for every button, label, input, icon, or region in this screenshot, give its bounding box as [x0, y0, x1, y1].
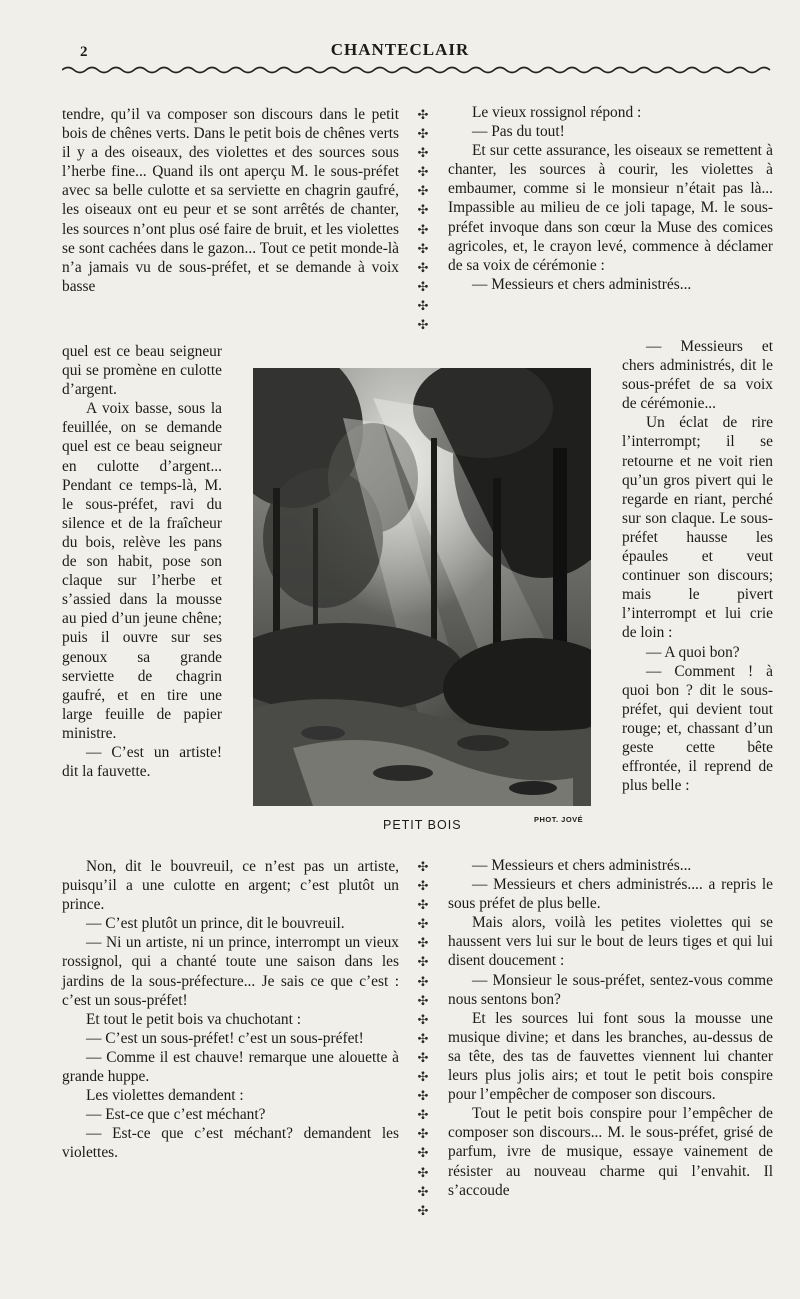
paragraph: Les violettes demandent :: [86, 1087, 244, 1105]
ornament-glyph: ✣: [417, 1202, 429, 1218]
paragraph: — Monsieur le sous-préfet, sentez-vous comme nous sentons bon?: [448, 971, 773, 1008]
left-column-top: [62, 105, 399, 296]
running-head-title: CHANTECLAIR: [330, 40, 470, 59]
ornament-glyph: ✣: [417, 240, 429, 256]
paragraph: — Pas du tout!: [472, 123, 565, 141]
right-column-wrap: [622, 337, 773, 795]
ornament-glyph: ✣: [417, 1088, 429, 1104]
paragraph: Mais alors, voilà les petites violettes qui se haussent vers lui sur le bout de leurs tiges et qui lui disent doucement :: [448, 914, 773, 970]
ornament-glyph: ✣: [417, 221, 429, 237]
ornament-glyph: ✣: [417, 992, 429, 1008]
wavy-rule: [62, 62, 774, 76]
paragraph: — C’est un sous-préfet! c’est un sous-préfet!: [86, 1029, 364, 1047]
ornament-glyph: ✣: [417, 202, 429, 218]
paragraph: Tout le petit bois conspire pour l’empêcher de composer son discours... M. le sous-préfet, grisé de parfum, ivre de musique, essaye vainement de résister au nouveau charme qui l’envahit. Il s’accoude: [448, 1105, 773, 1199]
page-number: 2: [80, 44, 88, 60]
left-column-wrap: [62, 342, 222, 781]
paragraph: quel est ce beau seigneur qui se promène en culotte d’argent.: [62, 343, 222, 399]
ornament-glyph: ✣: [417, 1107, 429, 1123]
ornament-glyph: ✣: [417, 1126, 429, 1142]
ornament-glyph: ✣: [417, 973, 429, 989]
column-divider-ornaments: [412, 105, 434, 334]
ornament-glyph: ✣: [417, 1069, 429, 1085]
paragraph: — A quoi bon?: [646, 643, 740, 661]
ornament-glyph: ✣: [417, 317, 429, 333]
paragraph: A voix basse, sous la feuillée, on se demande quel est ce beau seigneur en culotte d’argent... Pendant ce temps-là, M. le sous-préfet, ravi du silence et de la fraîcheur du bois, relève les pans de son habit, pose son claque sur l’herbe et s’assied dans la mousse au pied d’un jeune chêne; puis il ouvre sur ses genoux sa grande serviette de chagrin gaufré, et en tire une large feuille de papier ministre.: [62, 400, 222, 742]
forest-photograph: [253, 368, 591, 806]
paragraph: tendre, qu’il va composer son discours dans le petit bois de chênes verts. Dans le petit bois de chênes verts il y a des oiseaux, des violettes et des sources sous l’herbe fine... Quand ils ont aperçu M. le sous-préfet avec sa belle culotte et sa serviette en chagrin gaufré, les oiseaux ont eu peur et se sont arrêtés de chanter, les sources n’ont plus osé faire de bruit, et les violettes se sont cachées dans le gazon... Tout ce petit monde-là n’a jamais vu de sous-préfet, et se demande à voix basse: [62, 106, 399, 295]
right-column-bottom: [448, 856, 773, 1200]
paragraph: — Ni un artiste, ni un prince, interrompt un vieux rossignol, qui a chanté toute une saison dans les jardins de la sous-préfecture... Je sais ce que c’est : c’est un sous-préfet!: [62, 934, 399, 1009]
paragraph: — Messieurs et chers administrés...: [472, 857, 692, 874]
ornament-glyph: ✣: [417, 1011, 429, 1027]
ornament-glyph: ✣: [417, 1183, 429, 1199]
paragraph: — Messieurs et chers administrés.... a repris le sous préfet de plus belle.: [448, 876, 773, 913]
ornament-glyph: ✣: [417, 954, 429, 970]
photo-credit: PHOT. JOVÉ: [534, 815, 584, 824]
ornament-glyph: ✣: [417, 935, 429, 951]
ornament-glyph: ✣: [417, 297, 429, 313]
paragraph: — Messieurs et chers administrés...: [472, 275, 692, 293]
paragraph: Un éclat de rire l’interrompt; il se retourne et ne voit rien qu’un gros pivert qui le regarde en riant, perché sur son claque. Le sous-préfet hausse les épaules et veut continuer son discours; mais le pivert l’interrompt et lui crie de loin :: [622, 414, 773, 642]
ornament-glyph: ✣: [417, 897, 429, 913]
ornament-glyph: ✣: [417, 259, 429, 275]
paragraph: — Est-ce que c’est méchant?: [86, 1106, 266, 1124]
photo-caption: PETIT BOIS: [383, 818, 462, 832]
column-divider-ornaments: [412, 857, 434, 1220]
paragraph: — Est-ce que c’est méchant? demandent les violettes.: [62, 1125, 399, 1162]
left-column-bottom: [62, 857, 399, 1163]
ornament-glyph: ✣: [417, 1030, 429, 1046]
ornament-glyph: ✣: [417, 126, 429, 142]
right-column-top: [448, 103, 773, 294]
ornament-glyph: ✣: [417, 164, 429, 180]
paragraph: Le vieux rossignol répond :: [472, 104, 642, 121]
ornament-glyph: ✣: [417, 145, 429, 161]
paragraph: — Comme il est chauve! remarque une alouette à grande huppe.: [62, 1048, 399, 1086]
paragraph: Non, dit le bouvreuil, ce n’est pas un artiste, puisqu’il a une culotte en argent; c’est plutôt un prince.: [62, 858, 399, 914]
ornament-glyph: ✣: [417, 916, 429, 932]
paragraph: Et les sources lui font sous la mousse une musique divine; et dans les branches, au-dessus de sa tête, des tas de fauvettes viennent lui chanter leurs plus jolis airs; et tout le petit bois conspire pour l’empêcher de composer son discours.: [448, 1009, 773, 1104]
paragraph: — C’est plutôt un prince, dit le bouvreuil.: [86, 915, 345, 933]
paragraph: — Comment ! à quoi bon ? dit le sous- préfet, qui devient tout rouge; et, chassant d’un geste cette bête effrontée, il reprend de plus belle :: [622, 662, 773, 795]
ornament-glyph: ✣: [417, 107, 429, 122]
ornament-glyph: ✣: [417, 878, 429, 894]
ornament-glyph: ✣: [417, 278, 429, 294]
ornament-glyph: ✣: [417, 183, 429, 199]
ornament-glyph: ✣: [417, 859, 429, 874]
ornament-glyph: ✣: [417, 1049, 429, 1065]
paragraph: Et sur cette assurance, les oiseaux se remettent à chanter, les sources à courir, les violettes à embaumer, comme si le monsieur n’était pas là... Impassible au milieu de ce joli tapage, M. le sous-préfet invoque dans son cœur la Muse des comices agricoles, et, le crayon levé, commence à déclamer de sa voix de cérémonie :: [448, 142, 773, 274]
ornament-glyph: ✣: [417, 1145, 429, 1161]
paragraph: — Messieurs et chers administrés, dit le sous-préfet de sa voix de cérémonie...: [622, 338, 773, 413]
ornament-glyph: ✣: [417, 1164, 429, 1180]
paragraph: Et tout le petit bois va chuchotant :: [86, 1010, 301, 1028]
paragraph: — C’est un artiste! dit la fauvette.: [62, 743, 222, 781]
